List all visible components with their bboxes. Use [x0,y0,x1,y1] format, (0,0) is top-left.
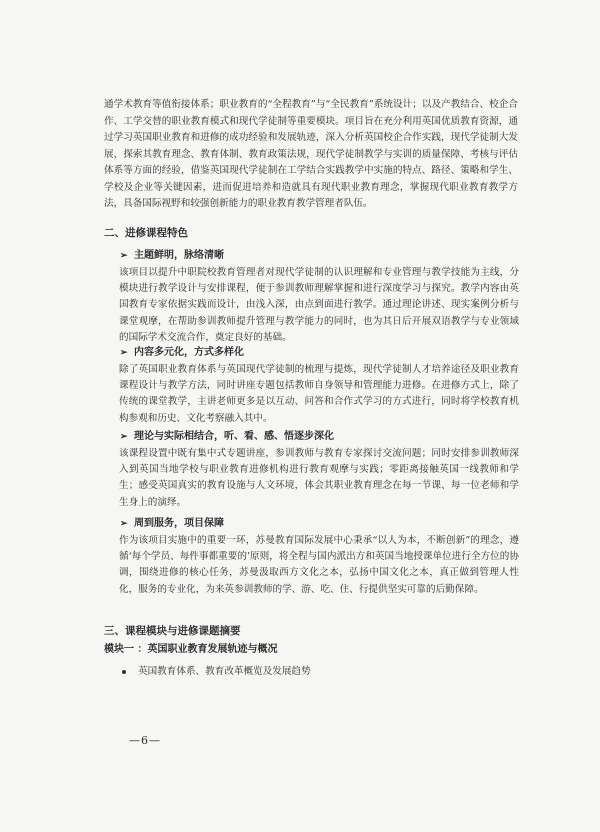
section-3-title: 三、课程模块与进修课题摘要 [104,625,241,637]
feature-heading-3 [120,430,334,444]
feature-text-2: 除了英国职业教育体系与英国现代学徒制的梳理与提炼，现代学徒制人才培养途径及职业教育课程设计与教学方法，同时讲座专题包括教师自身领导和管理能力进修。在进修方式上，除了传统的课堂教学，主讲老师更多是以互动、问答和合作式学习的方式进行，同时将学校教育机构参观和历史、文化考察融入其中。 [119,364,519,424]
feature-heading-2 [120,346,244,360]
arrow-bullet-icon: ➢ [120,348,128,358]
feature-heading-3-text: 理论与实际相结合，听、看、感、悟逐步深化 [134,431,334,442]
section-2-title: 二、进修课程特色 [104,227,188,239]
feature-text-1: 该项目以提升中职院校教育管理者对现代学徒制的认识理解和专业管理与教学技能为主线，分模块进行教学设计与安排课程，便于参训教师理解掌握和进行深度学习与探究。教学内容由英国教育专家依据实践而设计，由浅入深，由点到面进行教学。通过理论讲述、现实案例分析与课堂观摩，在帮助参训教师提升管理与教学能力的同时，也为其日后开展双语教学与专业领域的国际学术交流合作，奠定良好的基础。 [119,267,519,343]
intro-paragraph: 通学术教育等值衔接体系；职业教育的“全程教育”与“全民教育”系统设计；以及产教结合、校企合作、工学交替的职业教育模式和现代学徒制等重要模块。项目旨在充分利用英国优质教育资源，通过学习英国职业教育和进修的成功经验和发展轨迹，深入分析英国校企合作实践，现代学徒制大发展，探索其教育理念、教育体制、教育政策法规，现代学徒制教学与实训的质量保障、考核与评估体系等方面的经验，借鉴英国现代学徒制在工学结合实践教学中实施的特点、路径、策略和学生、学校及企业等关键因素，进而促进培养和造就具有现代职业教育理念，掌握现代职业教育教学方法，具备国际视野和较强创新能力的职业教育教学管理者队伍。 [104,99,518,209]
feature-text-4: 作为该项目实施中的重要一环，苏曼教育国际发展中心秉承“以人为本，不断创新”的理念，遵循‘每个学员、每件事都重要的’原则，将全程与国内派出方和英国当地授课单位进行全方位的协调，围绕进修的核心任务，苏曼汲取西方文化之本，弘扬中国文化之本，真正做到管理人性化，服务的专业化，为来英参训教师的学、游、吃、住、行提供坚实可靠的后勤保障。 [119,535,519,595]
page-number: —6— [129,734,161,747]
bullet-dot-icon [122,670,126,674]
module-bullet-text: 英国教育体系、教育改革概览及发展趋势 [138,666,311,677]
feature-heading-1 [120,249,224,263]
module-bullet-item [122,665,311,679]
feature-heading-4-text: 周到服务，项目保障 [134,518,224,529]
feature-text-3: 该课程设置中既有集中式专题讲座，参训教师与教育专家探讨交流问题；同时安排参训教师深入到英国当地学校与职业教育进修机构进行教育观摩与实践；零距离接触英国一线教师和学生；感受英国真实的教育设施与人文环境，体会其职业教育理念在每一节课、每一位老师和学生身上的演绎。 [119,448,519,508]
arrow-bullet-icon: ➢ [120,519,128,529]
feature-heading-1-text: 主题鲜明，脉络清晰 [134,250,224,261]
module-one-title: 模块一 ：英国职业教育发展轨迹与概况 [104,644,278,655]
arrow-bullet-icon: ➢ [120,432,128,442]
feature-heading-2-text: 内容多元化，方式多样化 [134,347,244,358]
feature-heading-4 [120,517,224,531]
arrow-bullet-icon: ➢ [120,251,128,261]
